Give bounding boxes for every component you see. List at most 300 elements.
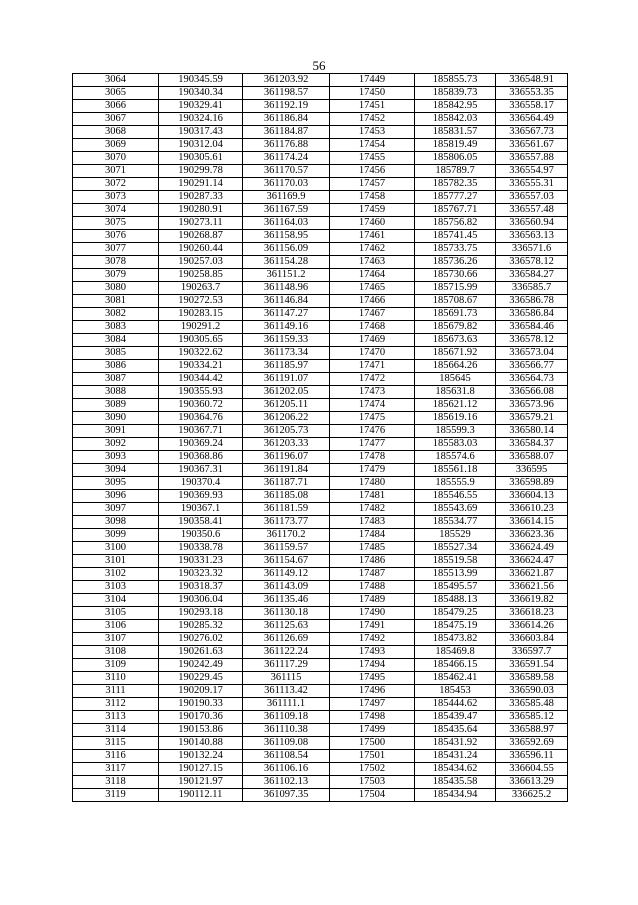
table-cell: 3106 (73, 620, 159, 633)
table-row (73, 477, 568, 490)
table-cell: 336573.96 (496, 399, 568, 412)
table-cell: 185435.64 (415, 724, 496, 737)
table-cell: 17485 (330, 542, 415, 555)
table-cell: 361169.9 (243, 191, 330, 204)
table-cell: 3086 (73, 360, 159, 373)
table-cell: 361203.92 (243, 74, 330, 87)
table-cell: 190190.33 (159, 698, 243, 711)
table-cell: 190132.24 (159, 750, 243, 763)
table-cell: 190369.93 (159, 490, 243, 503)
table-cell: 185741.45 (415, 230, 496, 243)
table-cell: 361109.08 (243, 737, 330, 750)
table-cell: 190312.04 (159, 139, 243, 152)
table-cell: 336618.23 (496, 607, 568, 620)
table-cell: 185434.94 (415, 789, 496, 802)
table-cell: 3092 (73, 438, 159, 451)
table-cell: 185462.41 (415, 672, 496, 685)
table-cell: 17466 (330, 295, 415, 308)
table-cell: 190305.61 (159, 152, 243, 165)
table-cell: 17501 (330, 750, 415, 763)
table-cell: 3100 (73, 542, 159, 555)
table-cell: 17456 (330, 165, 415, 178)
table-cell: 17473 (330, 386, 415, 399)
table-cell: 185574.6 (415, 451, 496, 464)
table-cell: 185583.03 (415, 438, 496, 451)
table-row (73, 282, 568, 295)
table-cell: 17476 (330, 425, 415, 438)
table-cell: 190268.87 (159, 230, 243, 243)
table-cell: 336557.03 (496, 191, 568, 204)
table-cell: 3103 (73, 581, 159, 594)
table-cell: 185679.82 (415, 321, 496, 334)
table-cell: 185453 (415, 685, 496, 698)
table-cell: 190112.11 (159, 789, 243, 802)
table-cell: 336591.54 (496, 659, 568, 672)
table-cell: 336621.56 (496, 581, 568, 594)
table-cell: 3118 (73, 776, 159, 789)
table-cell: 190344.42 (159, 373, 243, 386)
table-cell: 361097.35 (243, 789, 330, 802)
table-row (73, 126, 568, 139)
table-cell: 185488.13 (415, 594, 496, 607)
table-row (73, 516, 568, 529)
table-cell: 190291.14 (159, 178, 243, 191)
table-cell: 17495 (330, 672, 415, 685)
table-cell: 3115 (73, 737, 159, 750)
table-cell: 361135.46 (243, 594, 330, 607)
table-cell: 336555.31 (496, 178, 568, 191)
table-row (73, 87, 568, 100)
table-cell: 361191.07 (243, 373, 330, 386)
table-row (73, 269, 568, 282)
table-cell: 185479.25 (415, 607, 496, 620)
table-cell: 336613.29 (496, 776, 568, 789)
table-cell: 361203.33 (243, 438, 330, 451)
table-cell: 185475.19 (415, 620, 496, 633)
table-cell: 361149.16 (243, 321, 330, 334)
table-cell: 190340.34 (159, 87, 243, 100)
table-cell: 3097 (73, 503, 159, 516)
table-row (73, 360, 568, 373)
table-cell: 3082 (73, 308, 159, 321)
table-row (73, 737, 568, 750)
table-row (73, 100, 568, 113)
table-cell: 190334.21 (159, 360, 243, 373)
table-cell: 17478 (330, 451, 415, 464)
table-row (73, 646, 568, 659)
table-cell: 336614.26 (496, 620, 568, 633)
table-row (73, 568, 568, 581)
table-cell: 3067 (73, 113, 159, 126)
table-cell: 361185.97 (243, 360, 330, 373)
coordinates-table (72, 73, 568, 802)
table-cell: 190350.6 (159, 529, 243, 542)
table-cell: 17471 (330, 360, 415, 373)
table-cell: 3090 (73, 412, 159, 425)
table-cell: 336586.84 (496, 308, 568, 321)
table-cell: 190229.45 (159, 672, 243, 685)
table-cell: 3075 (73, 217, 159, 230)
table-cell: 3112 (73, 698, 159, 711)
table-row (73, 789, 568, 802)
table-cell: 336621.87 (496, 568, 568, 581)
table-row (73, 165, 568, 178)
table-cell: 185599.3 (415, 425, 496, 438)
table-cell: 3089 (73, 399, 159, 412)
table-cell: 17483 (330, 516, 415, 529)
table-row (73, 438, 568, 451)
table-cell: 185842.03 (415, 113, 496, 126)
table-cell: 336588.97 (496, 724, 568, 737)
table-cell: 185543.69 (415, 503, 496, 516)
table-cell: 336619.82 (496, 594, 568, 607)
table-cell: 17500 (330, 737, 415, 750)
table-cell: 185431.92 (415, 737, 496, 750)
table-cell: 336558.17 (496, 100, 568, 113)
table-cell: 190140.88 (159, 737, 243, 750)
table-row (73, 685, 568, 698)
table-cell: 361173.77 (243, 516, 330, 529)
table-cell: 361185.08 (243, 490, 330, 503)
table-row (73, 139, 568, 152)
table-row (73, 373, 568, 386)
table-cell: 185534.77 (415, 516, 496, 529)
table-cell: 17484 (330, 529, 415, 542)
table-cell: 3102 (73, 568, 159, 581)
table-cell: 17450 (330, 87, 415, 100)
table-row (73, 243, 568, 256)
table-cell: 3088 (73, 386, 159, 399)
table-cell: 361106.16 (243, 763, 330, 776)
table-cell: 3116 (73, 750, 159, 763)
table-cell: 185767.71 (415, 204, 496, 217)
table-cell: 3117 (73, 763, 159, 776)
table-cell: 361113.42 (243, 685, 330, 698)
table-cell: 336564.73 (496, 373, 568, 386)
table-cell: 185789.7 (415, 165, 496, 178)
table-cell: 17499 (330, 724, 415, 737)
table-cell: 190121.97 (159, 776, 243, 789)
table-cell: 336584.27 (496, 269, 568, 282)
table-cell: 361184.87 (243, 126, 330, 139)
table-cell: 336614.15 (496, 516, 568, 529)
table-cell: 17464 (330, 269, 415, 282)
table-cell: 185466.15 (415, 659, 496, 672)
table-cell: 17488 (330, 581, 415, 594)
table-cell: 3095 (73, 477, 159, 490)
table-cell: 185495.57 (415, 581, 496, 594)
table-cell: 185519.58 (415, 555, 496, 568)
table-cell: 361154.67 (243, 555, 330, 568)
table-cell: 3072 (73, 178, 159, 191)
table-cell: 17469 (330, 334, 415, 347)
table-cell: 17451 (330, 100, 415, 113)
table-cell: 190305.65 (159, 334, 243, 347)
table-row (73, 152, 568, 165)
table-cell: 361198.57 (243, 87, 330, 100)
table-cell: 190355.93 (159, 386, 243, 399)
table-cell: 361159.57 (243, 542, 330, 555)
table-cell: 17497 (330, 698, 415, 711)
table-cell: 336585.12 (496, 711, 568, 724)
table-cell: 336566.08 (496, 386, 568, 399)
table-row (73, 581, 568, 594)
table-cell: 3101 (73, 555, 159, 568)
table-cell: 190368.86 (159, 451, 243, 464)
table-cell: 190276.02 (159, 633, 243, 646)
table-cell: 190358.41 (159, 516, 243, 529)
table-cell: 3113 (73, 711, 159, 724)
table-cell: 190261.63 (159, 646, 243, 659)
table-cell: 190367.1 (159, 503, 243, 516)
table-cell: 361186.84 (243, 113, 330, 126)
table-cell: 190209.17 (159, 685, 243, 698)
table-cell: 3091 (73, 425, 159, 438)
table-cell: 190170.36 (159, 711, 243, 724)
table-cell: 190364.76 (159, 412, 243, 425)
table-cell: 17489 (330, 594, 415, 607)
table-cell: 361159.33 (243, 334, 330, 347)
table-cell: 361173.34 (243, 347, 330, 360)
table-row (73, 594, 568, 607)
table-cell: 336566.77 (496, 360, 568, 373)
table-cell: 17494 (330, 659, 415, 672)
table-cell: 190299.78 (159, 165, 243, 178)
table-cell: 17490 (330, 607, 415, 620)
table-row (73, 178, 568, 191)
table-cell: 3084 (73, 334, 159, 347)
table-cell: 185664.26 (415, 360, 496, 373)
table-cell: 361154.28 (243, 256, 330, 269)
table-cell: 361110.38 (243, 724, 330, 737)
table-cell: 185855.73 (415, 74, 496, 87)
table-cell: 17504 (330, 789, 415, 802)
table-cell: 190273.11 (159, 217, 243, 230)
table-cell: 3085 (73, 347, 159, 360)
table-cell: 190329.41 (159, 100, 243, 113)
table-cell: 17461 (330, 230, 415, 243)
table-cell: 336557.88 (496, 152, 568, 165)
table-cell: 361174.24 (243, 152, 330, 165)
table-cell: 336564.49 (496, 113, 568, 126)
table-cell: 185673.63 (415, 334, 496, 347)
table-cell: 17492 (330, 633, 415, 646)
table-row (73, 529, 568, 542)
table-cell: 3096 (73, 490, 159, 503)
table-cell: 185806.05 (415, 152, 496, 165)
page-number: 56 (312, 58, 326, 73)
table-cell: 185619.16 (415, 412, 496, 425)
table-cell: 361181.59 (243, 503, 330, 516)
table-row (73, 542, 568, 555)
table-cell: 361170.57 (243, 165, 330, 178)
table-cell: 17470 (330, 347, 415, 360)
table-cell: 3099 (73, 529, 159, 542)
table-cell: 336624.49 (496, 542, 568, 555)
table-cell: 336585.48 (496, 698, 568, 711)
table-cell: 336603.84 (496, 633, 568, 646)
table-cell: 336584.46 (496, 321, 568, 334)
table-cell: 17449 (330, 74, 415, 87)
table-cell: 17480 (330, 477, 415, 490)
table-row (73, 74, 568, 87)
table-cell: 17467 (330, 308, 415, 321)
table-cell: 17486 (330, 555, 415, 568)
table-cell: 3081 (73, 295, 159, 308)
table-row (73, 607, 568, 620)
table-cell: 185736.26 (415, 256, 496, 269)
table-cell: 185439.47 (415, 711, 496, 724)
table-cell: 17457 (330, 178, 415, 191)
table-row (73, 724, 568, 737)
table-cell: 361187.71 (243, 477, 330, 490)
table-cell: 361149.12 (243, 568, 330, 581)
table-cell: 185671.92 (415, 347, 496, 360)
table-cell: 190257.03 (159, 256, 243, 269)
table-row (73, 503, 568, 516)
table-cell: 185444.62 (415, 698, 496, 711)
table-cell: 17460 (330, 217, 415, 230)
table-cell: 336586.78 (496, 295, 568, 308)
table-cell: 361205.73 (243, 425, 330, 438)
table-cell: 190323.32 (159, 568, 243, 581)
table-cell: 361143.09 (243, 581, 330, 594)
table-cell: 361196.07 (243, 451, 330, 464)
table-cell: 3119 (73, 789, 159, 802)
table-cell: 190306.04 (159, 594, 243, 607)
table-cell: 336578.12 (496, 256, 568, 269)
table-cell: 17453 (330, 126, 415, 139)
table-cell: 3073 (73, 191, 159, 204)
table-cell: 190258.85 (159, 269, 243, 282)
table-cell: 3077 (73, 243, 159, 256)
table-cell: 190293.18 (159, 607, 243, 620)
table-cell: 185839.73 (415, 87, 496, 100)
table-cell: 336571.6 (496, 243, 568, 256)
table-cell: 336554.97 (496, 165, 568, 178)
table-cell: 190242.49 (159, 659, 243, 672)
table-cell: 190280.91 (159, 204, 243, 217)
table-cell: 3110 (73, 672, 159, 685)
table-cell: 17455 (330, 152, 415, 165)
table-cell: 3069 (73, 139, 159, 152)
table-cell: 361170.2 (243, 529, 330, 542)
table-cell: 190322.62 (159, 347, 243, 360)
table-cell: 190272.53 (159, 295, 243, 308)
table-cell: 185527.34 (415, 542, 496, 555)
table-cell: 17481 (330, 490, 415, 503)
table-cell: 336563.13 (496, 230, 568, 243)
table-cell: 185431.24 (415, 750, 496, 763)
table-cell: 17487 (330, 568, 415, 581)
table-cell: 3071 (73, 165, 159, 178)
table-cell: 3094 (73, 464, 159, 477)
table-row (73, 412, 568, 425)
table-cell: 185715.99 (415, 282, 496, 295)
table-row (73, 659, 568, 672)
table-row (73, 425, 568, 438)
table-cell: 361164.03 (243, 217, 330, 230)
table-cell: 361205.11 (243, 399, 330, 412)
table-row (73, 204, 568, 217)
table-cell: 361202.05 (243, 386, 330, 399)
table-row (73, 295, 568, 308)
table-cell: 336553.35 (496, 87, 568, 100)
table-row (73, 776, 568, 789)
table-cell: 190285.32 (159, 620, 243, 633)
table-cell: 17496 (330, 685, 415, 698)
table-cell: 17493 (330, 646, 415, 659)
table-cell: 190263.7 (159, 282, 243, 295)
table-cell: 3104 (73, 594, 159, 607)
table-cell: 190367.71 (159, 425, 243, 438)
table-cell: 361206.22 (243, 412, 330, 425)
table-cell: 361102.13 (243, 776, 330, 789)
table-cell: 361125.63 (243, 620, 330, 633)
table-cell: 185730.66 (415, 269, 496, 282)
table-cell: 361191.84 (243, 464, 330, 477)
table-row (73, 750, 568, 763)
table-cell: 190367.31 (159, 464, 243, 477)
table-row (73, 347, 568, 360)
table-cell: 190338.78 (159, 542, 243, 555)
table-cell: 3065 (73, 87, 159, 100)
table-cell: 3105 (73, 607, 159, 620)
table-cell: 361130.18 (243, 607, 330, 620)
table-cell: 185782.35 (415, 178, 496, 191)
table-cell: 3080 (73, 282, 159, 295)
table-row (73, 308, 568, 321)
table-row (73, 555, 568, 568)
table-cell: 361122.24 (243, 646, 330, 659)
table-cell: 190324.16 (159, 113, 243, 126)
table-cell: 361192.19 (243, 100, 330, 113)
table-cell: 3070 (73, 152, 159, 165)
table-cell: 361151.2 (243, 269, 330, 282)
table-cell: 190260.44 (159, 243, 243, 256)
table-cell: 336589.58 (496, 672, 568, 685)
table-cell: 17465 (330, 282, 415, 295)
table-row (73, 672, 568, 685)
table-cell: 185529 (415, 529, 496, 542)
table-row (73, 698, 568, 711)
table-row (73, 217, 568, 230)
table-cell: 361167.59 (243, 204, 330, 217)
table-cell: 3087 (73, 373, 159, 386)
table-cell: 17452 (330, 113, 415, 126)
table-cell: 190345.59 (159, 74, 243, 87)
table-cell: 361176.88 (243, 139, 330, 152)
table-cell: 185831.57 (415, 126, 496, 139)
table-cell: 361147.27 (243, 308, 330, 321)
table-cell: 361158.95 (243, 230, 330, 243)
table-cell: 336588.07 (496, 451, 568, 464)
coordinates-table-body (73, 74, 568, 802)
table-cell: 361148.96 (243, 282, 330, 295)
table-cell: 190318.37 (159, 581, 243, 594)
table-cell: 361109.18 (243, 711, 330, 724)
table-cell: 336596.11 (496, 750, 568, 763)
table-cell: 361108.54 (243, 750, 330, 763)
table-cell: 3098 (73, 516, 159, 529)
table-cell: 17459 (330, 204, 415, 217)
table-cell: 336567.73 (496, 126, 568, 139)
table-cell: 336557.48 (496, 204, 568, 217)
table-cell: 361126.69 (243, 633, 330, 646)
table-cell: 17498 (330, 711, 415, 724)
table-cell: 185469.8 (415, 646, 496, 659)
table-cell: 185621.12 (415, 399, 496, 412)
